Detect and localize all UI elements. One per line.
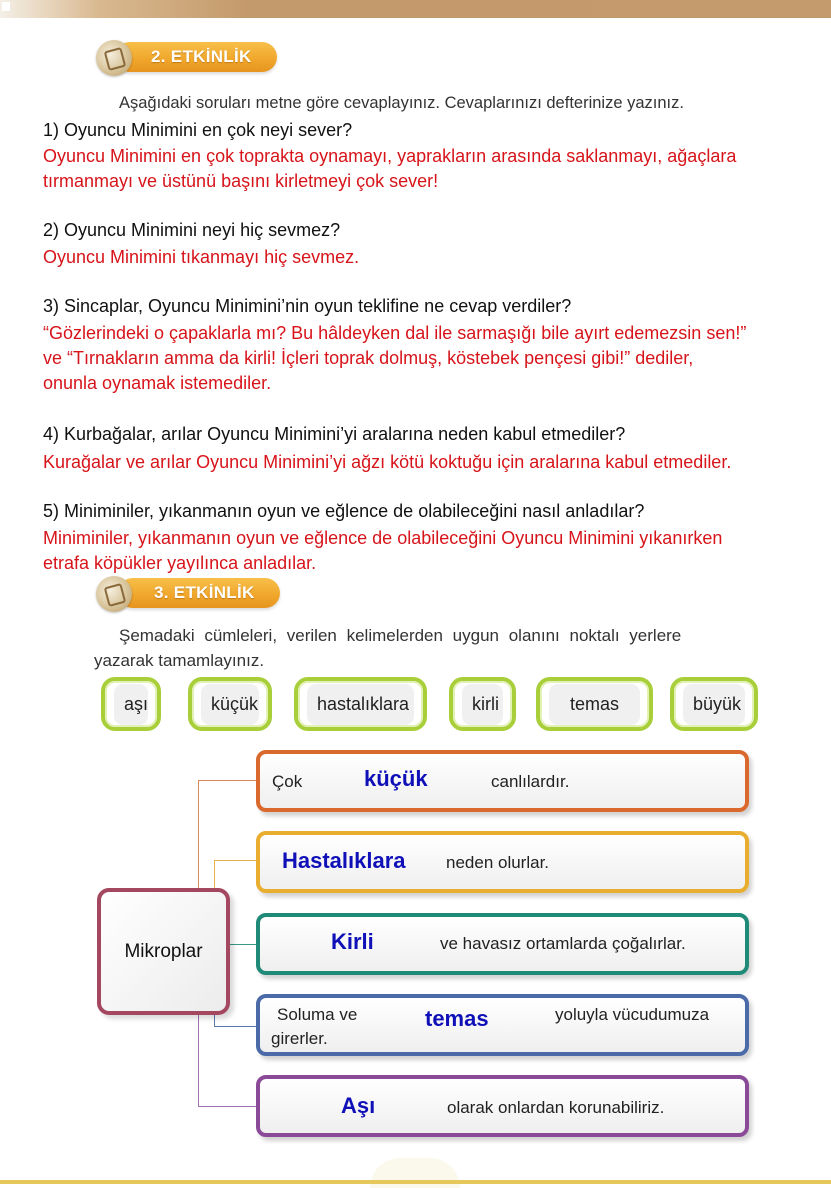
connector-line-2	[214, 860, 259, 889]
sentence-5-fill[interactable]: Aşı	[341, 1093, 376, 1118]
sentence-1-after: canlılardır.	[491, 772, 570, 791]
sentence-4-before: Soluma ve	[277, 1005, 358, 1024]
answer-4-line-1: Kurağalar ve arılar Oyuncu Minimini’yi ağzı kötü koktuğu için aralarına kabul etmediler.	[43, 452, 732, 472]
answer-1-line-1: Oyuncu Minimini en çok toprakta oynamayı, yaprakların arasında saklanmayı, ağaçlara	[43, 146, 737, 166]
connector-line-3	[230, 944, 258, 945]
question-5: 5) Miniminiler, yıkanmanın oyun ve eğlence de olabileceğini nasıl anladılar?	[43, 501, 645, 521]
answer-3-line-3: onunla oynamak istemediler.	[43, 373, 272, 393]
word-chip-kucuk[interactable]	[188, 677, 272, 731]
word-chip-label: büyük	[683, 684, 745, 725]
activity2-instruction: Aşağıdaki soruları metne göre cevaplayınız. Cevaplarınızı defterinize yazınız.	[119, 94, 684, 112]
word-chip-temas[interactable]	[536, 677, 653, 731]
sentence-4-after-line-2: girerler.	[271, 1029, 328, 1048]
sentence-4-after: yoluyla vücudumuza	[555, 1005, 710, 1024]
word-chip-label: temas	[549, 684, 640, 725]
sentence-1-before: Çok	[272, 772, 303, 791]
activity2-badge	[115, 42, 277, 72]
sentence-box-2	[256, 831, 749, 893]
sentence-box-1	[256, 750, 749, 812]
sentence-box-5	[256, 1075, 749, 1137]
activity3-badge-label: 3. ETKİNLİK	[154, 583, 255, 602]
word-chip-hastaliklara[interactable]	[294, 677, 427, 731]
question-1: 1) Oyuncu Minimini en çok neyi sever?	[43, 120, 353, 140]
question-2: 2) Oyuncu Minimini neyi hiç sevmez?	[43, 220, 341, 240]
answer-2-line-1: Oyuncu Minimini tıkanmayı hiç sevmez.	[43, 247, 360, 267]
sentence-1-fill[interactable]: küçük	[364, 766, 428, 791]
diagram-center-label: Mikroplar	[124, 940, 203, 962]
sentence-3-after: ve havasız ortamlarda çoğalırlar.	[440, 934, 686, 953]
question-4: 4) Kurbağalar, arılar Oyuncu Minimini’yi aralarına neden kabul etmediler?	[43, 424, 626, 444]
sentence-3-fill[interactable]: Kirli	[331, 929, 374, 954]
activity-book-icon	[96, 40, 132, 76]
answer-5-line-2: etrafa köpükler yayılınca anladılar.	[43, 553, 317, 573]
activity-book-icon	[96, 576, 132, 612]
diagram-center-mikroplar	[97, 888, 230, 1015]
word-chip-kirli[interactable]	[449, 677, 516, 731]
sentence-box-4	[256, 994, 749, 1056]
answer-3-line-1: “Gözlerindeki o çapaklarla mı? Bu hâldeyken dal ile sarmaşığı bile ayırt edemezsin sen!”	[43, 323, 747, 343]
activity2-badge-label: 2. ETKİNLİK	[151, 47, 252, 66]
answer-3-line-2: ve “Tırnakların amma da kirli! İçleri toprak dolmuş, köstebek pençesi gibi!” dediler,	[43, 348, 694, 368]
word-chip-label: hastalıklara	[307, 684, 414, 725]
sentence-2-after: neden olurlar.	[446, 853, 550, 872]
top-decorative-band	[0, 0, 831, 18]
answer-1-line-2: tırmanmayı ve üstünü başını kirletmeyi çok sever!	[43, 171, 439, 191]
bottom-decorative-band	[0, 1180, 831, 1184]
answer-5-line-1: Miniminiler, yıkanmanın oyun ve eğlence de olabileceğini Oyuncu Minimini yıkanırken	[43, 528, 723, 548]
sentence-5-after: olarak onlardan korunabiliriz.	[447, 1098, 665, 1117]
word-chip-label: kirli	[462, 684, 503, 725]
word-chip-buyuk[interactable]	[670, 677, 758, 731]
corner-mark	[2, 2, 10, 11]
activity3-badge	[118, 578, 280, 608]
word-chip-label: aşı	[114, 684, 148, 725]
sentence-4-fill[interactable]: temas	[425, 1006, 489, 1031]
sentence-2-fill[interactable]: Hastalıklara	[282, 848, 406, 873]
word-chip-label: küçük	[201, 684, 259, 725]
connector-line-5	[198, 1015, 259, 1107]
activity3-instruction-line-1: Şemadaki cümleleri, verilen kelimelerden uygun olanını noktalı yerlere	[119, 626, 682, 645]
sentence-box-3	[256, 913, 749, 975]
word-chip-asi[interactable]	[101, 677, 161, 731]
activity3-instruction-line-2: yazarak tamamlayınız.	[94, 651, 265, 670]
question-3: 3) Sincaplar, Oyuncu Minimini’nin oyun teklifine ne cevap verdiler?	[43, 296, 572, 316]
